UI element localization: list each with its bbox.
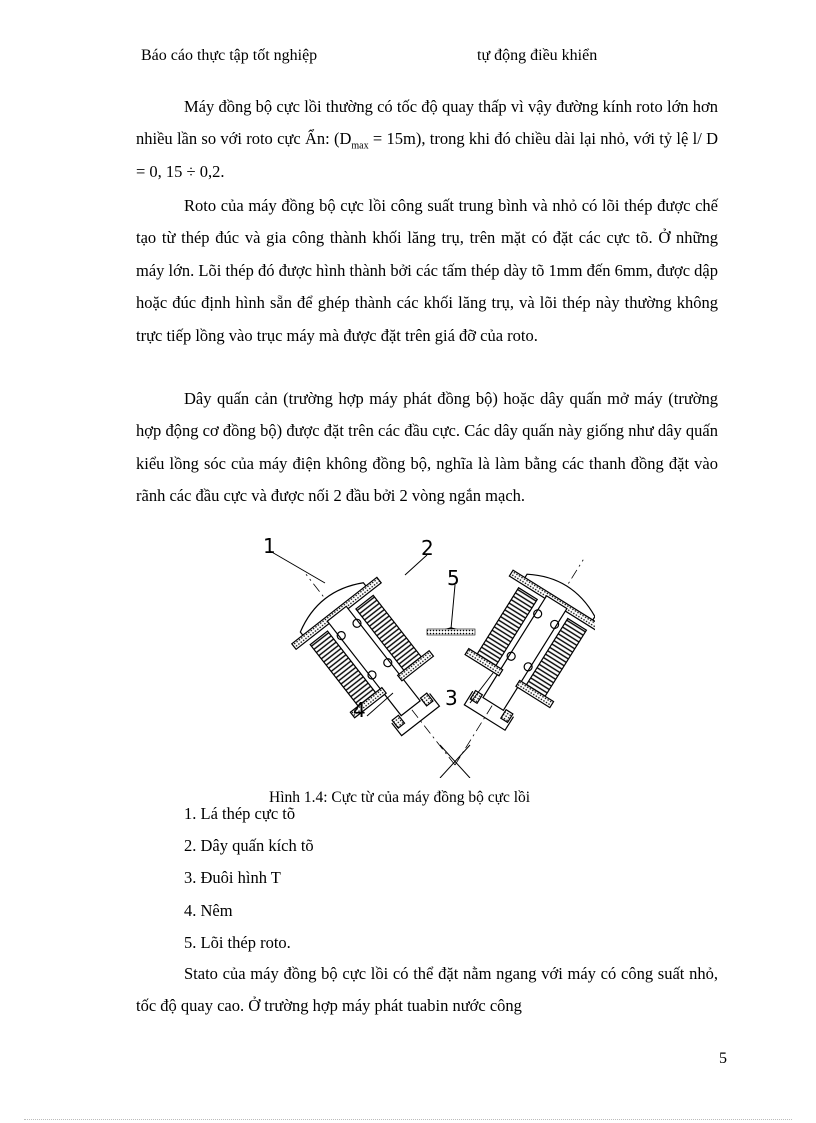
label-1: 1: [263, 534, 276, 558]
legend-item: 2. Dây quấn kích tõ: [184, 836, 314, 856]
label-2: 2: [421, 536, 434, 560]
paragraph-1-part-b: = 15m), trong khi đó chiều dài lại nhỏ, với tỷ lệ l/ D = 0, 15 ÷ 0,2.: [136, 129, 718, 181]
legend-item: 4. Nêm: [184, 900, 233, 920]
paragraph-1-part-a: Máy đồng bộ cực lồi thường có tốc độ quay thấp vì vậy đường kính roto lớn hơn nhiều lần so với roto cực Ẩn: (D: [136, 97, 718, 149]
paragraph-3: Dây quấn cản (trường hợp máy phát đồng bộ) hoặc dây quấn mở máy (trường hợp động cơ đồng bộ) được đặt trên các đầu cực. Các dây quấn này giống như dây quấn kiểu lồng sóc của máy điện không đồng bộ, nghĩa là làm bằng các thanh đồng đặt vào rãnh các đầu cực và được nối 2 đầu bởi 2 vòng ngắn mạch.: [136, 389, 718, 506]
label-4: 4: [353, 698, 366, 722]
paragraph-1: [136, 91, 718, 188]
legend-list: [184, 798, 314, 959]
subscript-max: max: [351, 140, 369, 152]
paragraph-4: Stato của máy đồng bộ cực lồi có thể đặt nằm ngang với máy có công suất nhỏ, tốc độ quay cao. Ở trường hợp máy phát tuabin nước công: [136, 964, 718, 1016]
header-left: Báo cáo thực tập tốt nghiệp: [141, 47, 318, 64]
page-bottom-divider: [24, 1119, 792, 1120]
left-pole: [263, 541, 497, 778]
legend-item: 3. Đuôi hình T: [184, 868, 281, 888]
label-5: 5: [447, 566, 460, 590]
pole-diagram: [255, 533, 595, 778]
paragraph-2: Roto của máy đồng bộ cực lồi công suất trung bình và nhỏ có lõi thép được chế tạo từ thép đúc và gia công thành khối lăng trụ, trên mặt có đặt các cực tõ. Ở những máy lớn. Lõi thép đó được hình thành bởi các tấm thép dày tõ 1mm đến 6mm, được dập hoặc đúc định hình sẵn để ghép thành các khối lăng trụ, và lõi thép này thường không trực tiếp lồng vào trục máy mà được đặt trên giá đỡ của roto.: [136, 196, 718, 345]
page-number: 5: [719, 1050, 727, 1067]
legend-item: 5. Lõi thép roto.: [184, 932, 291, 952]
header-right: tự động điều khiển: [477, 47, 598, 64]
leader-1: [270, 551, 325, 583]
legend-item: 1. Lá thép cực tõ: [184, 804, 296, 823]
right-pole: [409, 533, 595, 778]
figure-caption: Hình 1.4: Cực từ của máy đồng bộ cực lồi: [269, 789, 531, 806]
leader-5: [451, 585, 455, 629]
label-3: 3: [445, 686, 458, 710]
